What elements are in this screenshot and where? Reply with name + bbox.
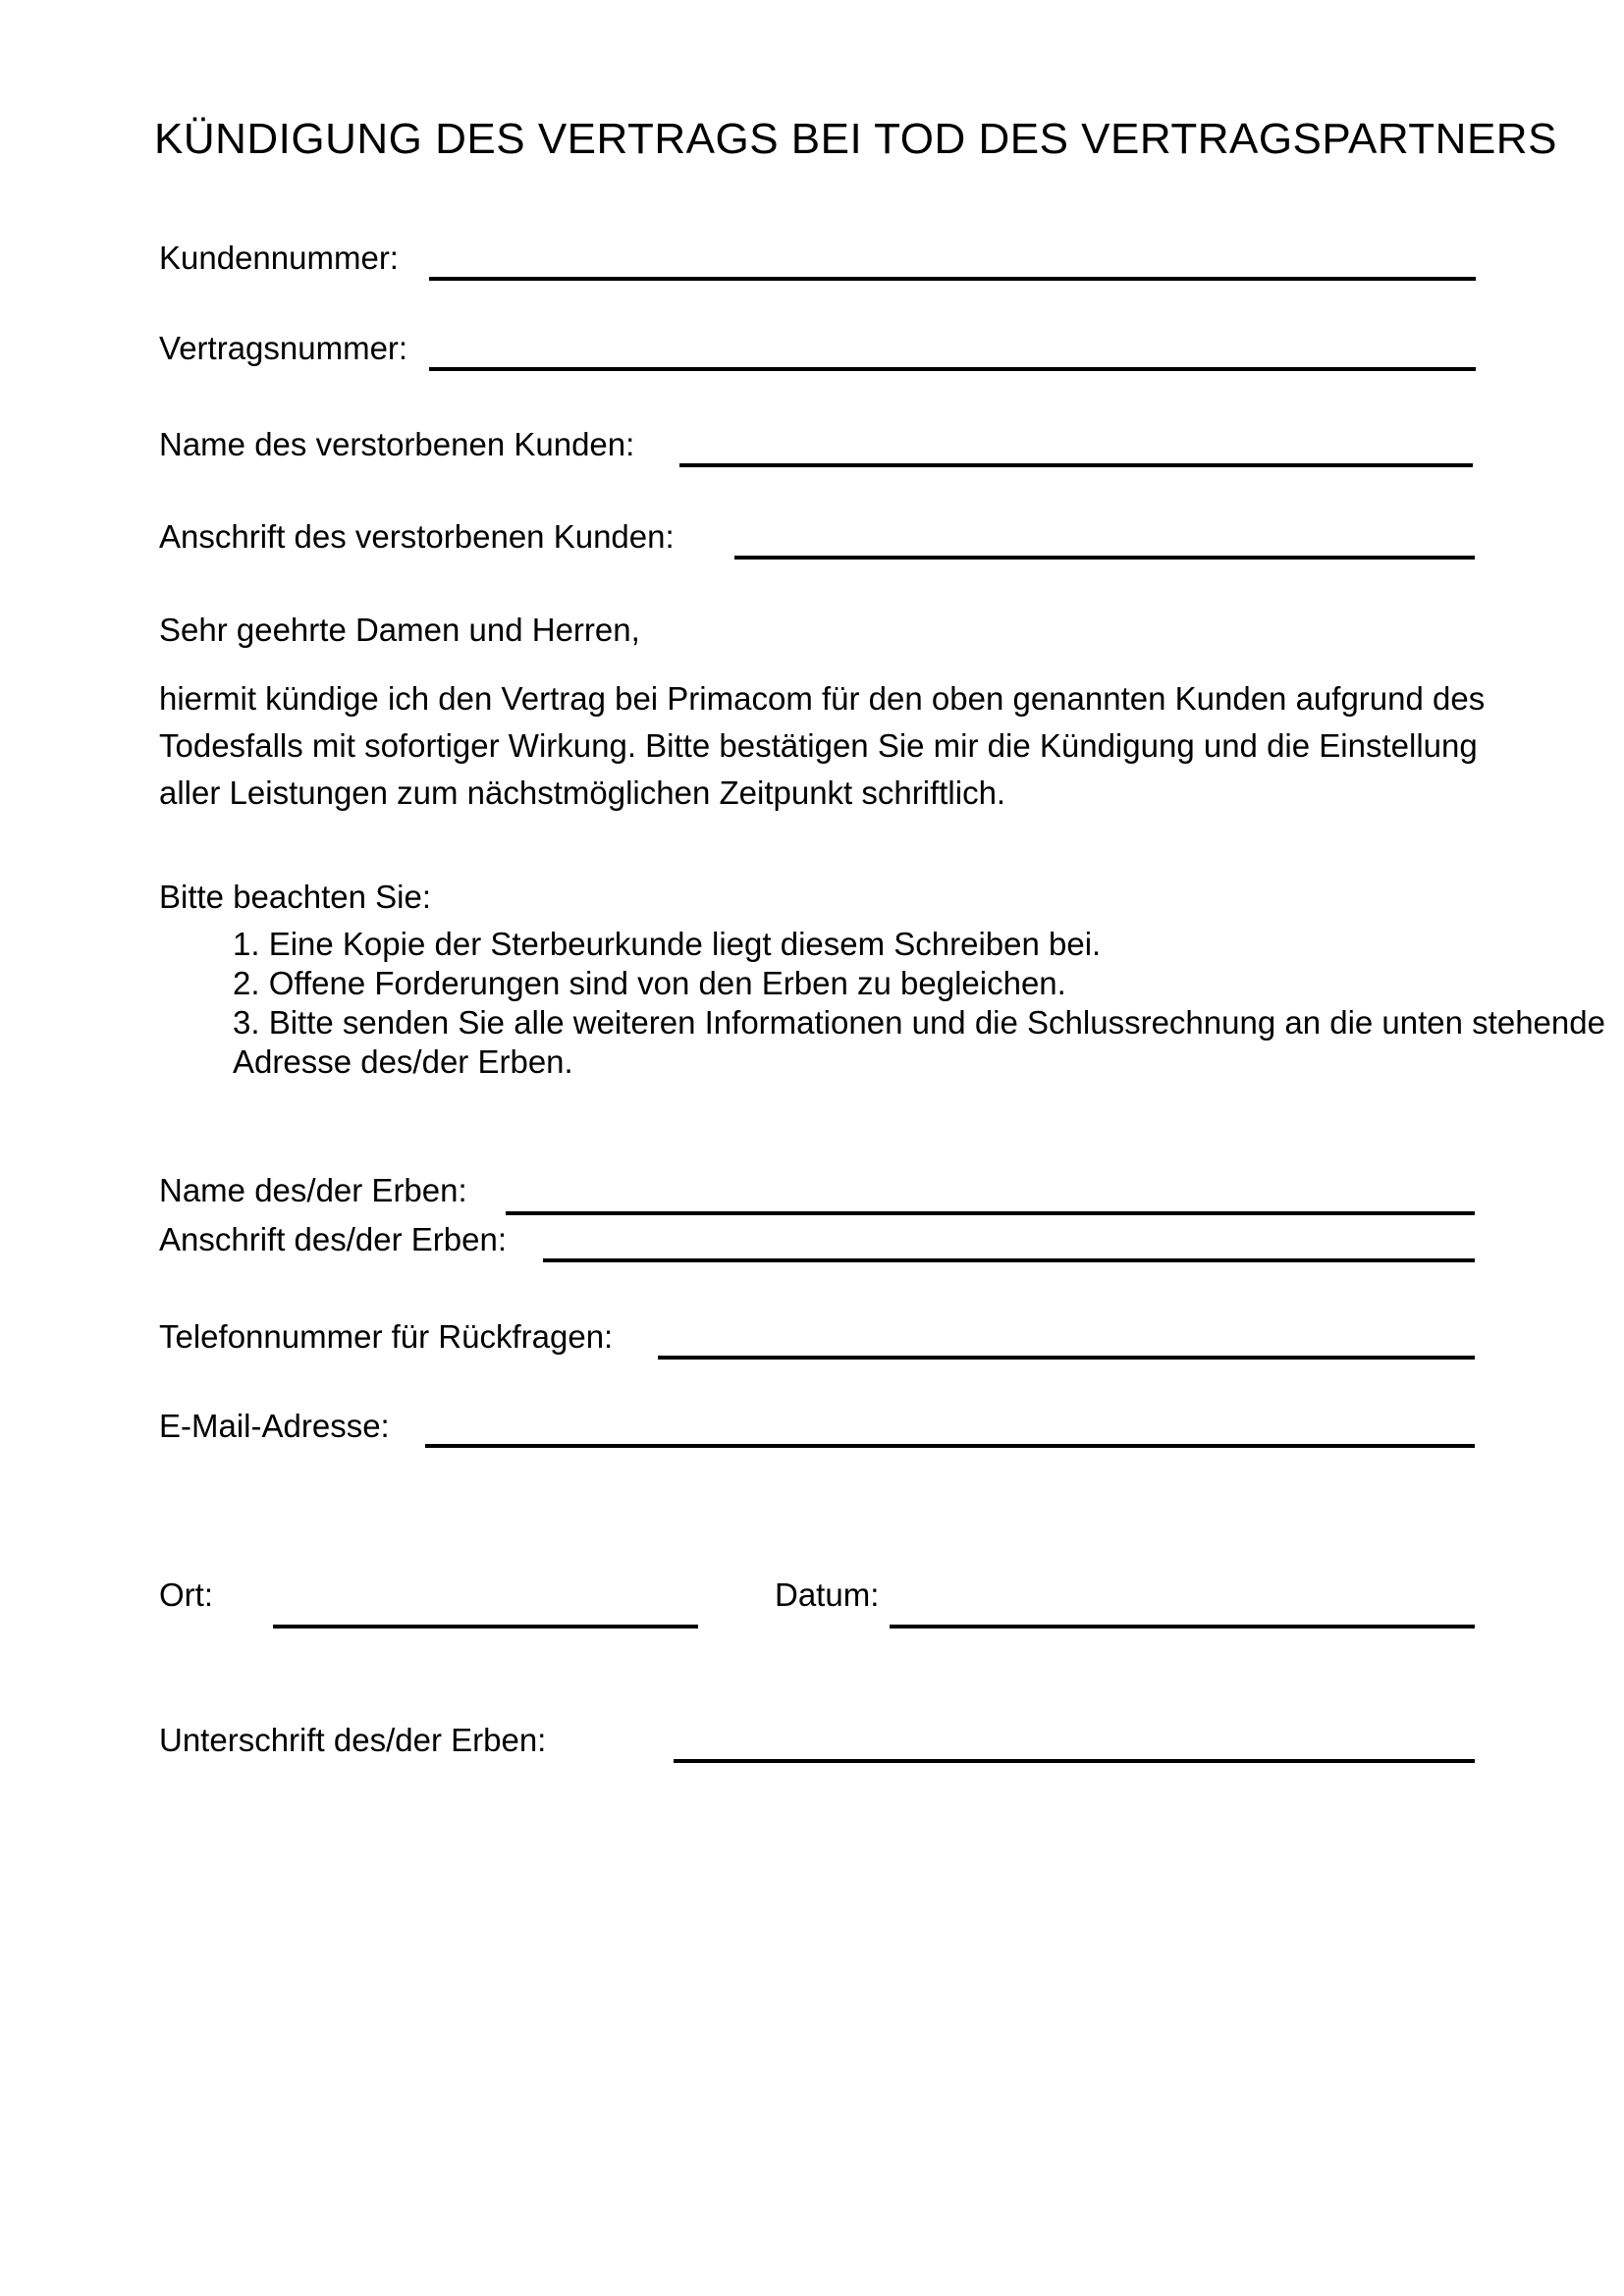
notice-item-2-number: 2. [233,965,260,1001]
email-label: E-Mail-Adresse: [159,1408,390,1444]
email-blank-line[interactable] [425,1444,1475,1448]
phone-label: Telefonnummer für Rückfragen: [159,1318,614,1355]
salutation-text: Sehr geehrte Damen und Herren, [159,612,640,648]
notice-item-2 [233,964,1440,1003]
heir-address-label: Anschrift des/der Erben: [159,1221,508,1257]
signature-label: Unterschrift des/der Erben: [159,1722,547,1758]
deceased-name-blank-line[interactable] [679,463,1473,467]
phone-blank-line[interactable] [658,1356,1475,1360]
notice-item-1 [233,925,1440,964]
notice-item-2-text: Offene Forderungen sind von den Erben zu begleichen. [268,965,1066,1001]
deceased-address-blank-line[interactable] [734,556,1475,560]
heir-name-blank-line[interactable] [506,1211,1475,1215]
customer-number-label: Kundennummer: [159,240,399,276]
place-blank-line[interactable] [273,1625,698,1629]
notice-item-3-number: 3. [233,1004,260,1041]
contract-number-blank-line[interactable] [429,367,1476,371]
signature-blank-line[interactable] [674,1759,1475,1763]
notice-heading: Bitte beachten Sie: [159,879,432,915]
notice-item-3-text: Bitte senden Sie alle weiteren Informationen und die Schlussrechnung an die unten stehende [268,1004,1605,1041]
date-label: Datum: [775,1576,880,1613]
notice-item-1-text: Eine Kopie der Sterbeurkunde liegt diesem Schreiben bei. [268,926,1102,962]
deceased-address-label: Anschrift des verstorbenen Kunden: [159,518,675,555]
customer-number-blank-line[interactable] [429,277,1476,281]
deceased-name-label: Name des verstorbenen Kunden: [159,426,635,462]
notice-item-3 [233,1003,1605,1042]
notice-item-3-continuation: Adresse des/der Erben. [233,1043,573,1080]
heir-name-label: Name des/der Erben: [159,1172,467,1208]
notice-list [233,925,1605,1082]
place-label: Ort: [159,1576,213,1613]
body-paragraph: hiermit kündige ich den Vertrag bei Primacom für den oben genannten Kunden aufgrund des Todesfalls mit sofortiger Wirkung. Bitte bestätigen Sie mir die Kündigung und die Einstellung aller Leistungen zum nächstmöglichen Zeitpunkt schriftlich. [159,680,1486,811]
page-title: KÜNDIGUNG DES VERTRAGS BEI TOD DES VERTRAGSPARTNERS [154,115,1557,163]
date-blank-line[interactable] [890,1625,1475,1629]
heir-address-blank-line[interactable] [543,1258,1475,1262]
notice-item-1-number: 1. [233,926,260,962]
contract-number-label: Vertragsnummer: [159,330,408,366]
